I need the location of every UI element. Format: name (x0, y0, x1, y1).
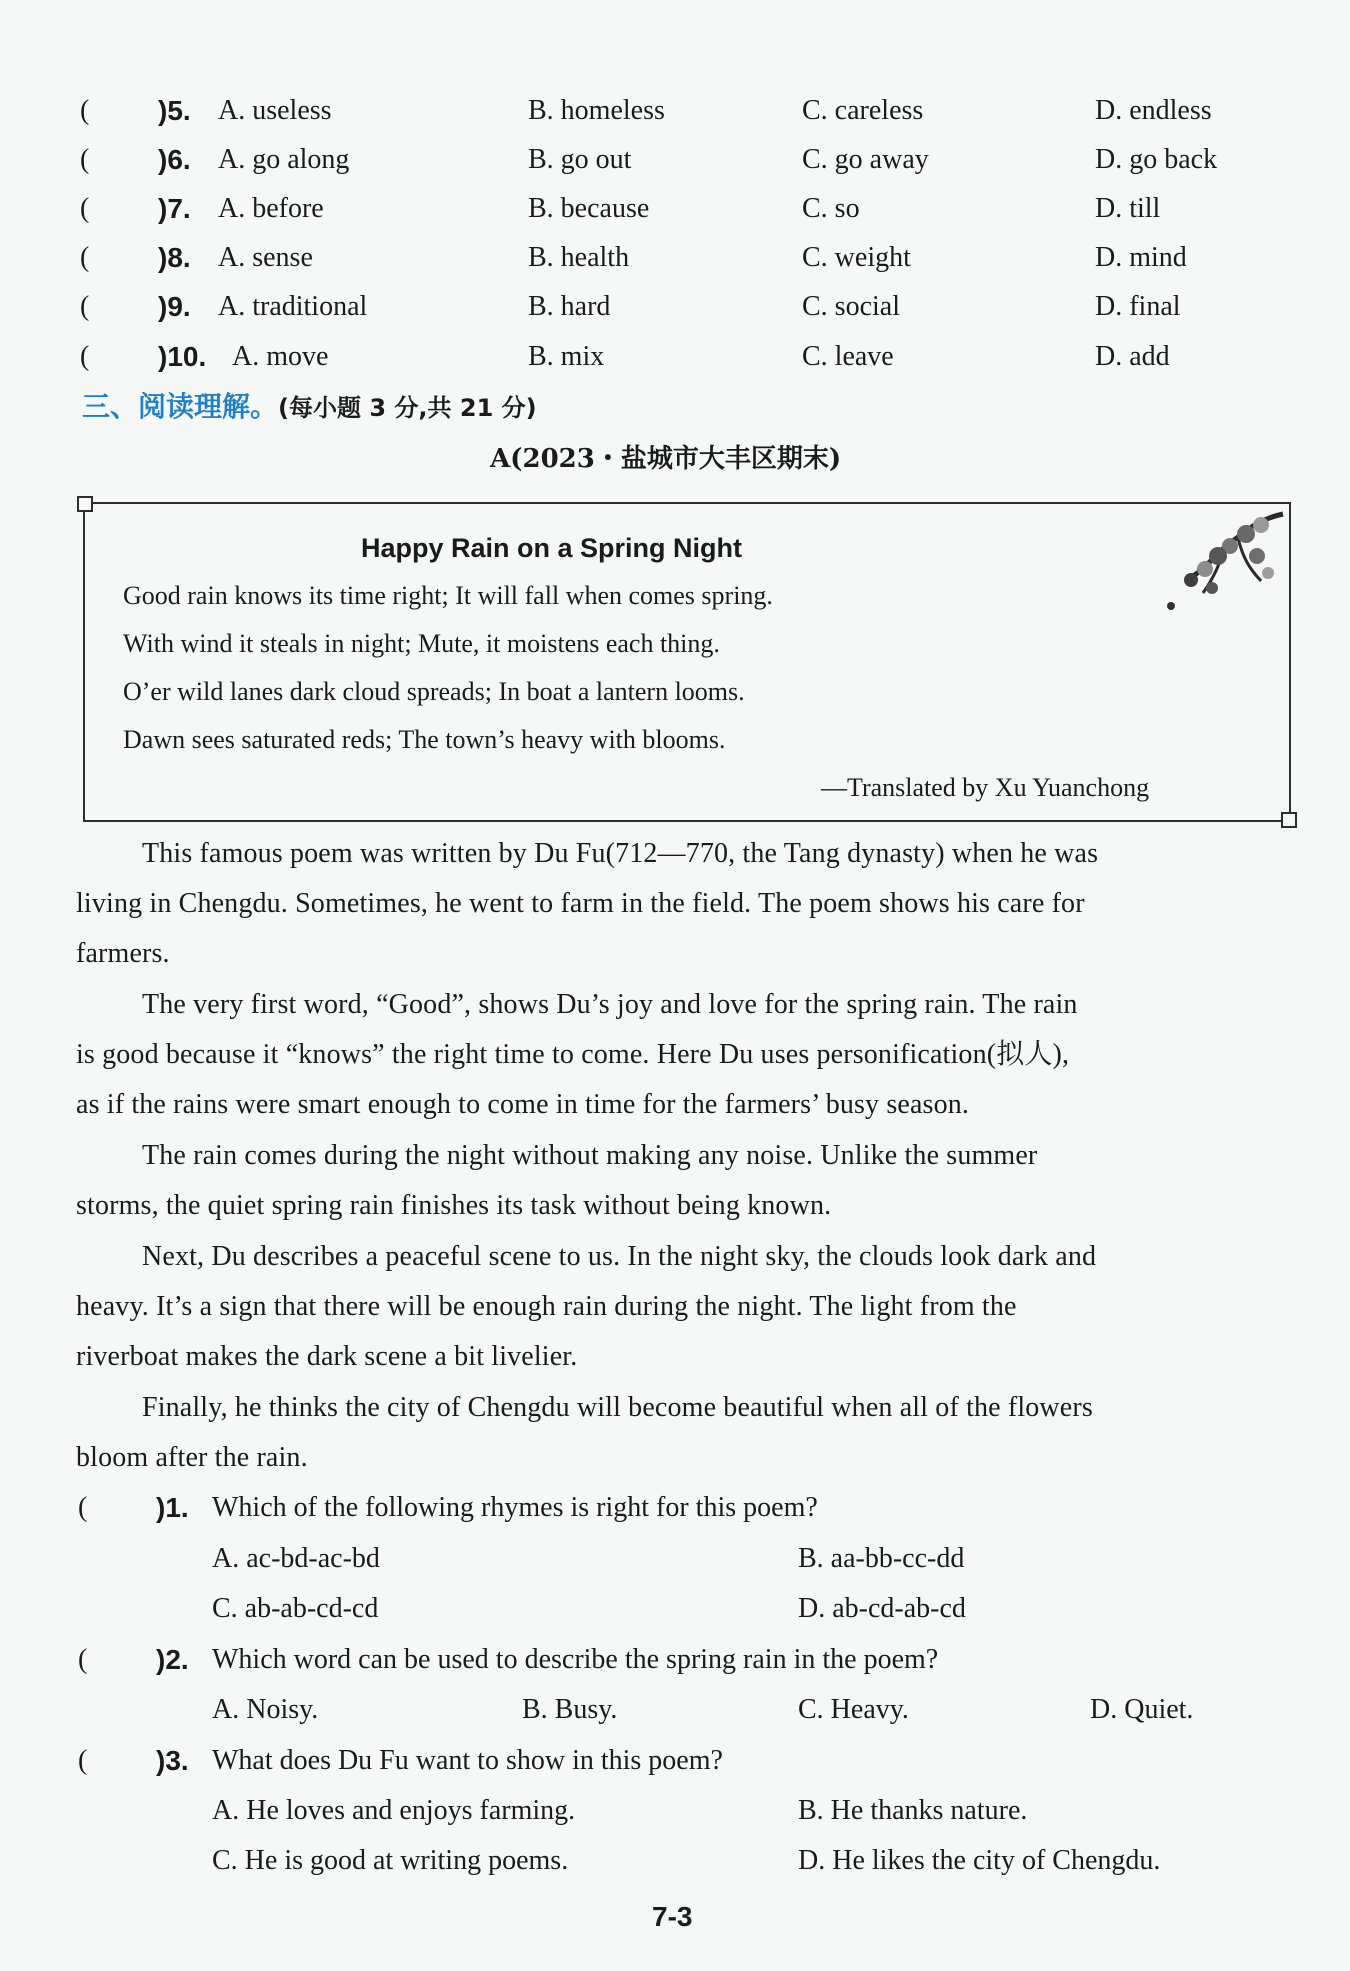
passage-line: This famous poem was written by Du Fu(712—770, the Tang dynasty) when he was (142, 838, 1099, 869)
answer-blank-open[interactable]: ( (80, 95, 90, 126)
passage-line: storms, the quiet spring rain finishes its task without being known. (76, 1190, 832, 1221)
option-c[interactable]: C. weight (802, 242, 911, 273)
option-a[interactable]: A. ac-bd-ac-bd (212, 1543, 380, 1574)
option-a[interactable]: A. go along (218, 144, 350, 175)
passage-line: heavy. It’s a sign that there will be enough rain during the night. The light from the (76, 1291, 1017, 1322)
section-score: (每小题 3 分,共 21 分) (278, 394, 537, 422)
question-number: )10. (158, 341, 207, 372)
plum-blossom-icon (1145, 508, 1285, 628)
option-a[interactable]: A. traditional (218, 291, 368, 322)
option-b[interactable]: B. mix (528, 341, 605, 372)
question-text: What does Du Fu want to show in this poem? (212, 1745, 723, 1776)
option-b[interactable]: B. hard (528, 291, 611, 322)
passage-line: farmers. (76, 938, 170, 969)
option-a[interactable]: A. sense (218, 242, 313, 273)
answer-blank-open[interactable]: ( (80, 193, 90, 224)
passage-line: bloom after the rain. (76, 1442, 308, 1473)
option-b[interactable]: B. go out (528, 144, 632, 175)
passage-line: Next, Du describes a peaceful scene to us. In the night sky, the clouds look dark and (142, 1241, 1097, 1272)
answer-blank-open[interactable]: ( (78, 1745, 88, 1776)
passage-line: as if the rains were smart enough to come in time for the farmers’ busy season. (76, 1089, 970, 1120)
passage-line: The very first word, “Good”, shows Du’s joy and love for the spring rain. The rain (142, 989, 1078, 1020)
option-c[interactable]: C. so (802, 193, 860, 224)
option-b[interactable]: B. homeless (528, 95, 665, 126)
option-c[interactable]: C. Heavy. (798, 1694, 909, 1725)
question-number: )8. (158, 242, 191, 273)
question-text: Which of the following rhymes is right for this poem? (212, 1492, 818, 1523)
page-number: 7-3 (652, 1901, 693, 1932)
option-b[interactable]: B. because (528, 193, 650, 224)
answer-blank-open[interactable]: ( (80, 291, 90, 322)
corner-ornament-bottom-right (1281, 812, 1297, 828)
passage-line: living in Chengdu. Sometimes, he went to farm in the field. The poem shows his care for (76, 888, 1085, 919)
question-number: )9. (158, 291, 191, 322)
answer-blank-open[interactable]: ( (80, 144, 90, 175)
option-d[interactable]: D. final (1095, 291, 1181, 322)
question-number: )6. (158, 144, 191, 175)
option-b[interactable]: B. He thanks nature. (798, 1795, 1028, 1826)
passage-line: The rain comes during the night without making any noise. Unlike the summer (142, 1140, 1038, 1171)
option-d[interactable]: D. add (1095, 341, 1170, 372)
option-a[interactable]: A. useless (218, 95, 332, 126)
option-c[interactable]: C. ab-ab-cd-cd (212, 1593, 379, 1624)
option-d[interactable]: D. endless (1095, 95, 1212, 126)
question-number: )7. (158, 193, 191, 224)
poem-box (83, 502, 1291, 822)
section-title: 三、阅读理解。 (82, 390, 279, 423)
answer-blank-open[interactable]: ( (78, 1644, 88, 1675)
answer-blank-open[interactable]: ( (80, 341, 90, 372)
question-number: )1. (156, 1492, 189, 1523)
option-d[interactable]: D. mind (1095, 242, 1187, 273)
option-b[interactable]: B. Busy. (522, 1694, 618, 1725)
poem-line: With wind it steals in night; Mute, it moistens each thing. (123, 629, 720, 658)
translator-credit: —Translated by Xu Yuanchong (821, 773, 1150, 802)
passage-heading: A(2023・盐城市大丰区期末) (490, 444, 842, 474)
option-d[interactable]: D. till (1095, 193, 1161, 224)
option-c[interactable]: C. go away (802, 144, 929, 175)
poem-title: Happy Rain on a Spring Night (361, 533, 743, 563)
passage-line: riverboat makes the dark scene a bit livelier. (76, 1341, 578, 1372)
option-c[interactable]: C. careless (802, 95, 924, 126)
question-number: )2. (156, 1644, 189, 1675)
option-a[interactable]: A. before (218, 193, 324, 224)
option-c[interactable]: C. He is good at writing poems. (212, 1845, 569, 1876)
option-c[interactable]: C. leave (802, 341, 894, 372)
passage-line: is good because it “knows” the right time to come. Here Du uses personification(拟人), (76, 1039, 1070, 1070)
question-number: )3. (156, 1745, 189, 1776)
question-text: Which word can be used to describe the spring rain in the poem? (212, 1644, 939, 1675)
option-d[interactable]: D. ab-cd-ab-cd (798, 1593, 966, 1624)
option-a[interactable]: A. move (232, 341, 329, 372)
answer-blank-open[interactable]: ( (78, 1492, 88, 1523)
answer-blank-open[interactable]: ( (80, 242, 90, 273)
poem-line: Good rain knows its time right; It will fall when comes spring. (123, 581, 773, 610)
option-d[interactable]: D. He likes the city of Chengdu. (798, 1845, 1161, 1876)
reading-section-heading (82, 390, 537, 425)
option-d[interactable]: D. Quiet. (1090, 1694, 1194, 1725)
question-number: )5. (158, 95, 191, 126)
option-b[interactable]: B. health (528, 242, 630, 273)
poem-line: O’er wild lanes dark cloud spreads; In boat a lantern looms. (123, 677, 745, 706)
poem-line: Dawn sees saturated reds; The town’s heavy with blooms. (123, 725, 726, 754)
option-a[interactable]: A. Noisy. (212, 1694, 319, 1725)
option-a[interactable]: A. He loves and enjoys farming. (212, 1795, 576, 1826)
option-b[interactable]: B. aa-bb-cc-dd (798, 1543, 965, 1574)
option-c[interactable]: C. social (802, 291, 900, 322)
option-d[interactable]: D. go back (1095, 144, 1218, 175)
corner-ornament-top-left (77, 496, 93, 512)
passage-line: Finally, he thinks the city of Chengdu will become beautiful when all of the flowers (142, 1392, 1093, 1423)
